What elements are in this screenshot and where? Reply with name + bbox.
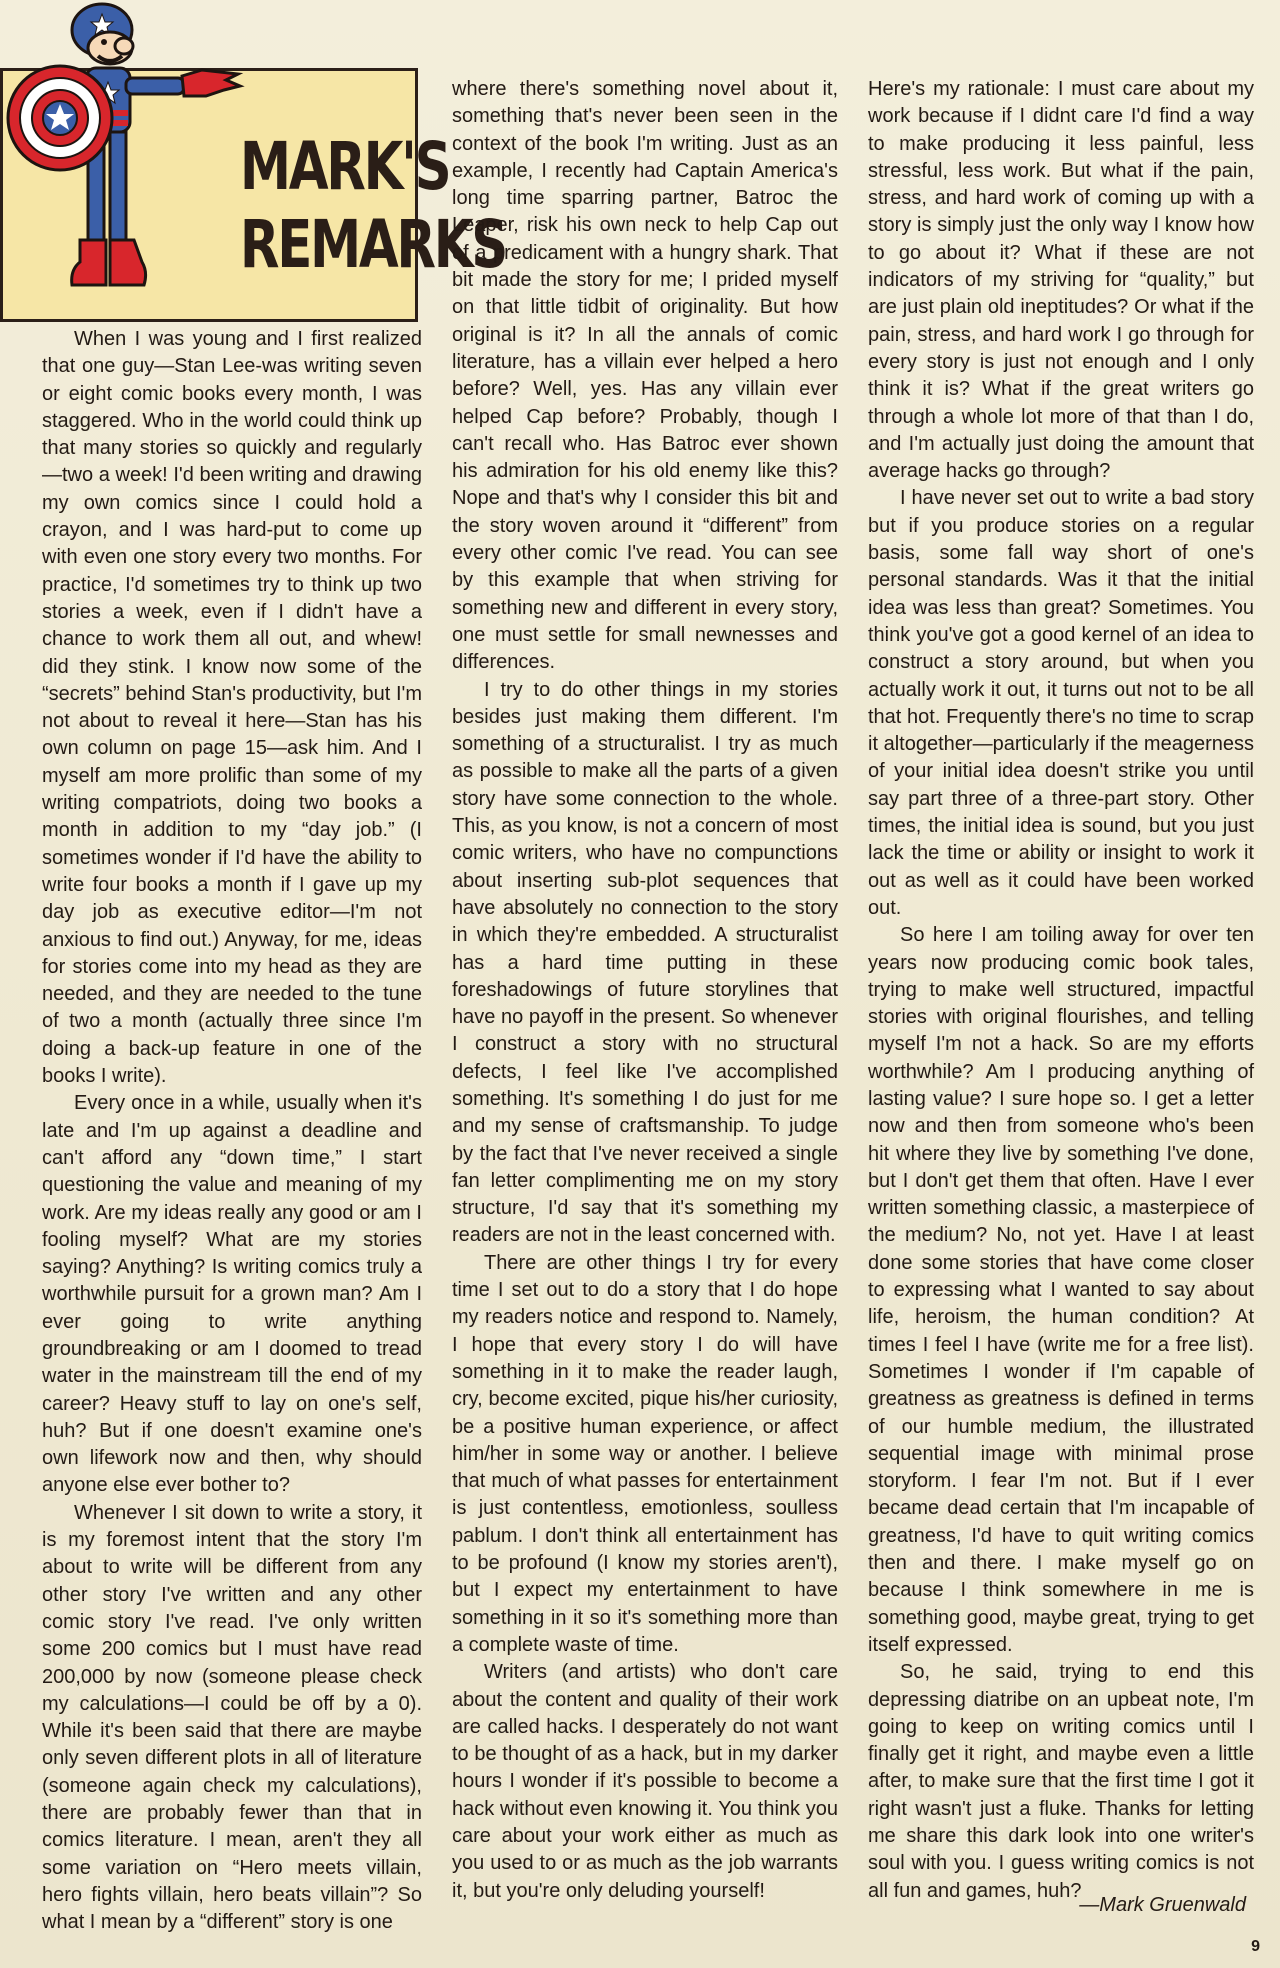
paragraph: Writers (and artists) who don't care about the content and quality of their work are called hacks. I desperately do not want to be thought of as a hack, but in my darker hours I wonder if it's possible to become a hack without even knowing it. You think you care about your work either as much as you used to or as much as the job warrants it, but you're only deluding yourself! [452, 1661, 838, 1902]
paragraph: So here I am toiling away for over ten years now producing comic book tales, trying to make well structured, impactful stories with original flourishes, and telling myself I'm not a hack. So are my efforts worthwhile? Am I producing anything of lasting value? I sure hope so. I get a letter now and then from someone who's been hit where they live by something I've done, but I don't get them that often. Have I ever written something classic, a masterpiece of the medium? No, not yet. Have I at least done some stories that have come closer to expressing what I wanted to say about life, heroism, the human condition? At times I feel I have (write me for a free list). Sometimes I wonder if I'm capable of greatness as greatness is defined in terms of our humble medium, the illustrated sequential image with minimal prose storyform. I fear I'm not. But if I ever became dead certain that I'm incapable of greatness, I'd have to quit writing comics then and there. I make myself go on because I think somewhere in me is something good, maybe great, trying to get itself expressed. [868, 924, 1254, 1656]
paragraph: where there's something novel about it, something that's never been seen in the context of the book I'm writing. Just as an example, I recently had Captain America's long time sparring partner, Batroc the Leaper, risk his own neck to help Cap out of a predicament with a hungry shark. That bit made the story for me; I prided myself on that little tidbit of originality. But how original is it? In all the annals of comic literature, has a villain ever helped a hero before? Well, yes. Has any villain ever helped Cap before? Probably, though I can't recall who. Has Batroc ever shown his admiration for his old enemy like this? Nope and that's why I consider this bit and the story woven around it “different” from every other comic I've read. You can see by this example that when striving for something new and different in every story, one must settle for small newnesses and differences. [452, 78, 838, 674]
paragraph: Every once in a while, usually when it's late and I'm up against a deadline and can't afford any “down time,” I start questioning the value and meaning of my work. Are my ideas really any good or am I fooling myself? What are my stories saying? Anything? Is writing comics truly a worthwhile pursuit for a grown man? Am I ever going to write anything groundbreaking or am I doomed to tread water in the mainstream till the end of my career? Heavy stuff to lay on one's self, huh? But if one doesn't examine one's own lifework now and then, why should anyone else ever bother to? [42, 1092, 422, 1497]
captain-america-mascot-illustration [6, 0, 246, 320]
title-line-2: REMARKS [239, 206, 507, 283]
paragraph: Here's my rationale: I must care about my work because if I didnt care I'd find a way to make producing it less painful, less stressful, less work. But what if the pain, stress, and hard work of coming up with a story is simply just the only way I know how to go about it? What if these are not indicators of my striving for “quality,” but are just plain old ineptitudes? Or what if the pain, stress, and hard work I go through for every story is just not enough and I only think it is? What if the great writers go through a whole lot more of that than I do, and I'm actually just doing the amount that average hacks go through? [868, 78, 1254, 483]
paragraph: So, he said, trying to end this depressing diatribe on an upbeat note, I'm going to keep on writing comics until I finally get it right, and maybe even a little after, to make sure that the first time I got it right wasn't just a fluke. Thanks for letting me share this dark look into one writer's soul with you. I guess writing comics is not all fun and games, huh? [868, 1661, 1254, 1902]
paragraph: Whenever I sit down to write a story, it is my foremost intent that the story I'm about to write will be different from any other story I've written and any other comic story I've read. I've only written some 200 comics but I must have read 200,000 by now (someone please check my calculations—I could be off by a 0). While it's been said that there are maybe only seven different plots in all of literature (someone again check my calculations), there are probably fewer than that in comics literature. I mean, aren't they all some variation on “Hero meets villain, hero fights villain, hero beats villain”? So what I mean by a “different” story is one [42, 1501, 422, 1934]
column-title [239, 128, 507, 284]
author-signature: —Mark Gruenwald [1079, 1894, 1246, 1916]
paragraph: When I was young and I first realized that one guy—Stan Lee-was writing seven or eight comic books every month, I was staggered. Who in the world could think up that many stories so quickly and regularly—two a week! I'd been writing and drawing my own comics since I could hold a crayon, and I was hard-put to come up with even one story every two months. For practice, I'd sometimes try to think up two stories a week, even if I didn't have a chance to work them all out, and whew! did they stink. I know now some of the “secrets” behind Stan's productivity, but I'm not about to reveal it here—Stan has his own column on page 15—ask him. And I myself am more prolific than some of my writing compatriots, doing two books a month in addition to my “day job.” (I sometimes wonder if I'd have the ability to write four books a month if I gave up my day job as executive editor—I'm not anxious to find out.) Anyway, for me, ideas for stories come into my head as they are needed, and they are needed to the tune of two a month (actually three since I'm doing a back-up feature in one of the books I write). [42, 328, 422, 1088]
paragraph: I try to do other things in my stories besides just making them different. I'm something of a structuralist. I try as much as possible to make all the parts of a given story have some connection to the whole. This, as you know, is not a concern of most comic writers, who have no compunctions about inserting sub-plot sequences that have absolutely no connection to the story in which they're embedded. A structuralist has a hard time putting in these foreshadowings of future storylines that have no payoff in the present. So whenever I construct a story with no structural defects, I feel like I've accomplished something. It's something I do just for me and my sense of craftsmanship. To judge by the fact that I've never received a single fan letter complimenting me on my story structure, I'd say that it's something my readers are not in the least concerned with. [452, 678, 838, 1247]
paragraph: I have never set out to write a bad story but if you produce stories on a regular basis, some fall way short of one's personal standards. Was it that the initial idea was less than great? Sometimes. You think you've got a good kernel of an idea to construct a story around, but when you actually work it out, it turns out not to be all that hot. Frequently there's no time to scrap it altogether—particularly if the meagerness of your initial idea doesn't strike you until say part three of a three-part story. Other times, the initial idea is sound, but you just lack the time or ability or insight to work it out as well as it could have been worked out. [868, 487, 1254, 919]
paragraph: There are other things I try for every time I set out to do a story that I do hope my readers notice and respond to. Namely, I hope that every story I do will have something in it to make the reader laugh, cry, become excited, pique his/her curiosity, be a positive human experience, or affect him/her in some way or another. I believe that much of what passes for entertainment is just contentless, emotionless, soulless pablum. I don't think all entertainment has to be profound (I know my stories aren't), but I expect my entertainment to have something in it so it's something more than a complete waste of time. [452, 1251, 838, 1656]
article-column-3 [868, 76, 1254, 1905]
page-number: 9 [1251, 1938, 1260, 1955]
article-column-1 [42, 326, 422, 1937]
title-line-1: MARK'S [239, 128, 450, 205]
article-column-2 [452, 76, 838, 1905]
